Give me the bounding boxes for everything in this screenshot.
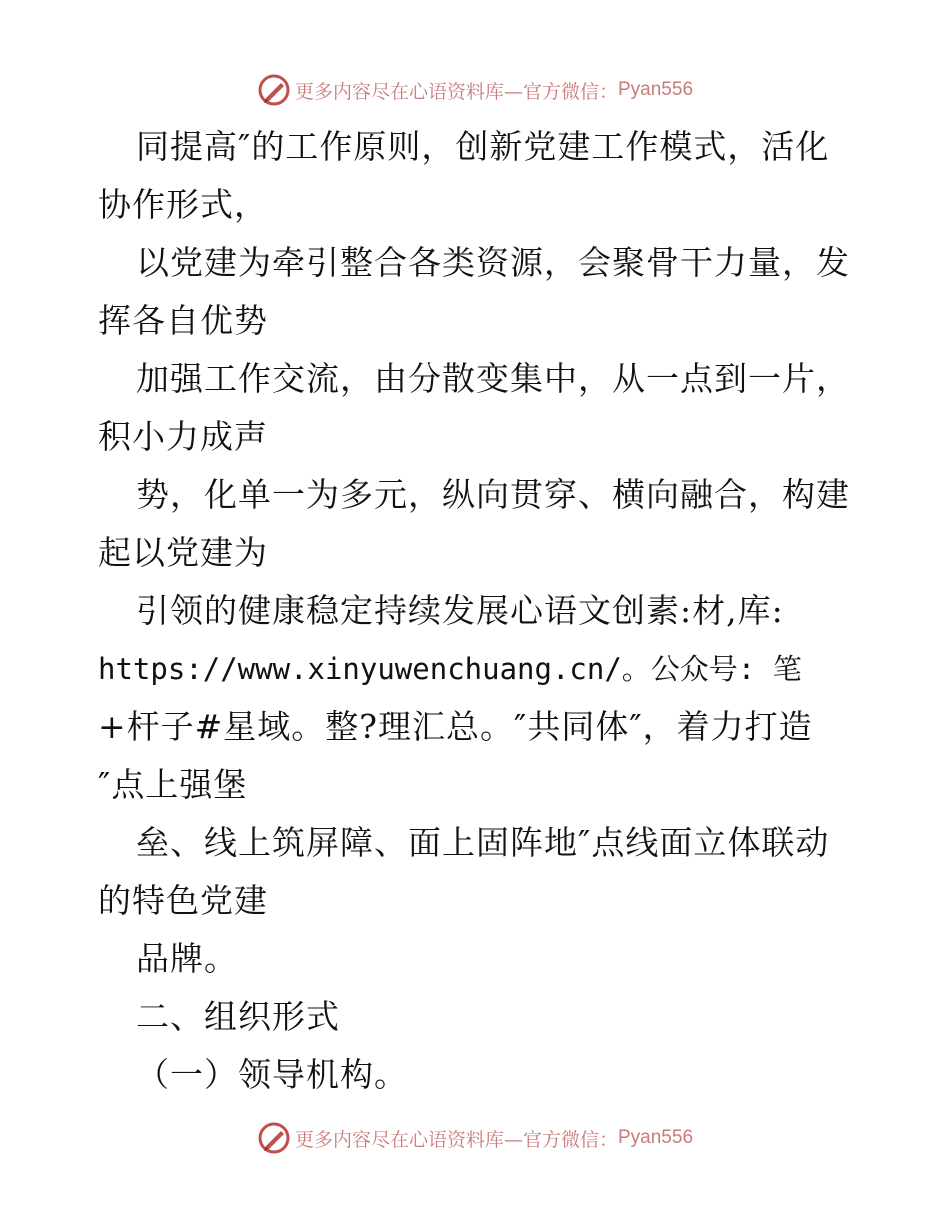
subsection-heading: （一）领导机构。 [136, 1055, 408, 1094]
page-header-watermark [0, 70, 950, 110]
document-body [98, 118, 858, 1104]
text-line: 协作形式， [98, 185, 268, 224]
text-line: 品牌。 [136, 939, 238, 978]
pen-logo-icon [257, 1121, 291, 1155]
watermark-wechat-id: Pyan556 [618, 1127, 694, 1148]
text-line: 以党建为牵引整合各类资源，会聚骨干力量，发 [136, 243, 850, 282]
section-heading: 二、组织形式 [136, 997, 340, 1036]
text-line: 垒、线上筑屏障、面上固阵地″点线面立体联动 [136, 823, 830, 862]
pen-logo-icon [257, 73, 291, 107]
text-line: 起以党建为 [98, 533, 268, 572]
text-line: 积小力成声 [98, 417, 268, 456]
watermark-text: 更多内容尽在心语资料库—官方微信： [294, 80, 618, 103]
text-line: 引领的健康稳定持续发展心语文创素:材,库: [136, 591, 784, 630]
text-line: 同提高″的工作原则，创新党建工作模式，活化 [136, 127, 830, 166]
text-line: 势，化单一为多元，纵向贯穿、横向融合，构建 [136, 475, 850, 514]
text-line: https://www.xinyuwenchuang.cn/。公众号: 笔 [98, 652, 802, 686]
text-line: 挥各自优势 [98, 301, 268, 340]
watermark-wechat-id: Pyan556 [618, 79, 694, 100]
text-line: ″点上强堡 [98, 765, 248, 804]
watermark-text: 更多内容尽在心语资料库—官方微信： [294, 1128, 618, 1151]
text-line: 的特色党建 [98, 881, 268, 920]
text-line: 加强工作交流，由分散变集中，从一点到一片， [136, 359, 850, 398]
page-footer-watermark [0, 1118, 950, 1158]
text-line: +杆子#星域。整?理汇总。″共同体″，着力打造 [98, 707, 813, 746]
